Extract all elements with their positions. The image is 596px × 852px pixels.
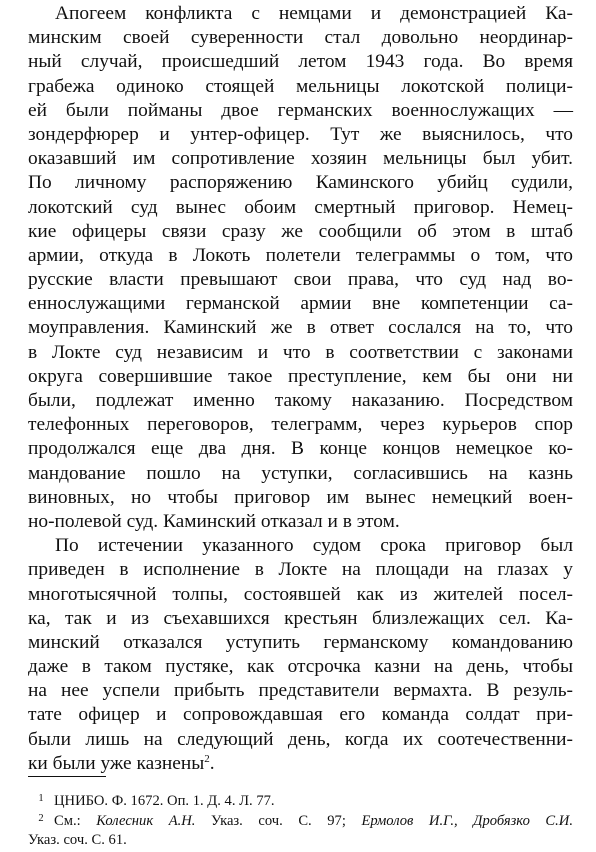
text-line: были лишь на следующий день, когда их соотечественни- (28, 728, 573, 750)
text-line: еннослужащими германской армии вне компетенции са- (28, 293, 573, 315)
footnote-reference: 2 (204, 752, 210, 765)
text-line: приведен в исполнение в Локте на площади на глазах у (28, 559, 573, 581)
footnote-reference-text: Указ. соч. С. 97; (195, 812, 362, 829)
text-line: русские власти превышают свои права, что суд над во- (28, 269, 573, 291)
text-line: ка, так и из съехавшихся крестьян близлежащих сел. Ка- (28, 607, 573, 629)
paragraph-2 (28, 534, 573, 776)
footnotes (28, 792, 573, 851)
text-line: моуправления. Каминский же в ответ сослался на то, что (28, 317, 573, 339)
text-line: даже в таком пустяке, как отсрочка казни на день, чтобы (28, 656, 573, 678)
text-line: виновных, но чтобы приговор им вынес немецкий воен- (28, 486, 573, 508)
text-line: зондерфюрер и унтер-офицер. Тут же выяснилось, что (28, 123, 573, 145)
text-line: кие офицеры связи сразу же сообщили об этом в штаб (28, 220, 573, 242)
text-line: армии, откуда в Локоть полетели телеграммы о том, что (28, 244, 573, 266)
text-line: ный случай, происшедший летом 1943 года. Во время (28, 51, 573, 73)
text-line: ей были пойманы двое германских военнослужащих — (28, 99, 573, 121)
text-line: телефонных переговоров, телеграмм, через курьеров спор (28, 414, 573, 436)
text-line: продолжался еще два дня. В конце концов немецкое ко- (28, 438, 573, 460)
footnote-separator (28, 776, 106, 777)
text-line: в Локте суд независим и что в соответствии с законами (28, 341, 573, 363)
text-line: были, подлежат именно такому наказанию. Посредством (28, 390, 573, 411)
text-line: По личному распоряжению Каминского убийц судили, (28, 172, 573, 194)
footnote-author: Ермолов И.Г., Дробязко С.И. (361, 812, 573, 829)
text-line: многотысячной толпы, состоявшей как из жителей посел- (28, 583, 573, 605)
text-line: на нее успели прибыть представители вермахта. В резуль- (28, 680, 573, 702)
footnote-2-continuation: Указ. соч. С. 61. (28, 832, 127, 848)
footnote-2: 2 См.: Колесник А.Н. Указ. соч. С. 97; Ермолов И.Г., Дробязко С.И. (28, 812, 573, 832)
text-line: минским своей суверенности стал довольно неординар- (28, 27, 573, 49)
text-line: По истечении указанного судом срока приговор был (55, 535, 573, 557)
footnote-text: ЦНИБО. Ф. 1672. Оп. 1. Д. 4. Л. 77. (54, 793, 275, 809)
main-text (28, 2, 573, 776)
text-line: ки были уже казнены$^2$. (28, 752, 215, 774)
text-line: мандование пошло на уступки, согласившись на казнь (28, 462, 573, 484)
text-line: минский отказался уступить германскому командованию (28, 631, 573, 653)
text-line-content: ки были уже казнены (28, 752, 205, 774)
footnote-1: 1 ЦНИБО. Ф. 1672. Оп. 1. Д. 4. Л. 77. (38, 793, 275, 809)
text-line: Апогеем конфликта с немцами и демонстрацией Ка- (55, 3, 573, 24)
text-line: округа совершившие такое преступление, кем бы они ни (28, 365, 573, 387)
text-line: но-полевой суд. Каминский отказал и в этом. (28, 510, 400, 532)
text-line: оказавший им сопротивление хозяин мельницы был убит. (28, 148, 573, 170)
text-line: тате офицер и сопровождавшая его команда солдат при- (28, 704, 573, 726)
paragraph-1 (28, 2, 573, 534)
footnote-author: Колесник А.Н. (96, 812, 196, 829)
text-line: грабежа одиноко стоящей мельницы локотской полици- (28, 75, 573, 97)
footnote-prefix: См.: (54, 812, 97, 829)
footnote-text (54, 812, 573, 832)
text-line: локотский суд вынес обоим смертный приговор. Немец- (28, 196, 573, 218)
